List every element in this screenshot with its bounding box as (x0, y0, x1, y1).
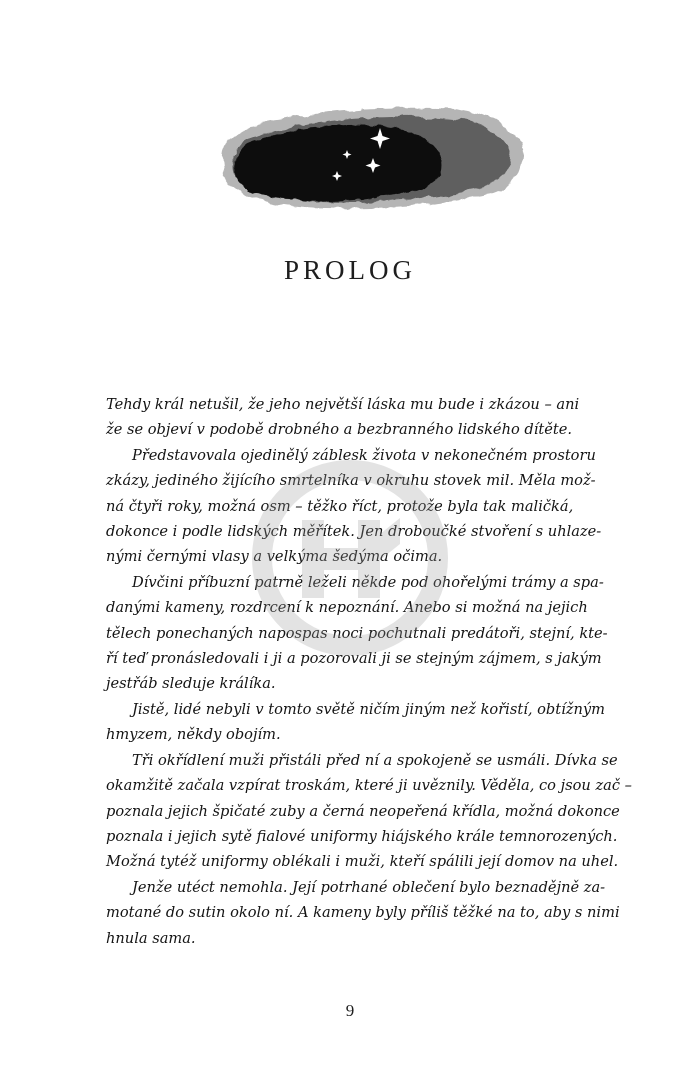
text-line: Představovala ojedinělý záblesk života v nekonečném prostoru (132, 446, 596, 464)
text-line: danými kameny, rozdrcení k nepoznání. Anebo si možná na jejich (106, 599, 588, 617)
text-line: hmyzem, někdy obojím. (106, 726, 281, 744)
text-line: Tehdy král netušil, že jeho největší láska mu bude i zkázou – ani (106, 396, 580, 413)
chapter-title: PROLOG (283, 255, 416, 285)
text-line: Možná tytéž uniformy oblékali i muži, kteří spálili její domov na uhel. (106, 853, 619, 871)
paragraph (106, 392, 606, 443)
text-line: poznala i jejich sytě fialové uniformy hiájského krále temnorozených. (106, 827, 618, 845)
text-line: ří teď pronásledovali i ji a pozorovali ji se stejným zájmem, s jakým (106, 650, 602, 668)
text-line: Jistě, lidé nebyli v tomto světě ničím jiným než kořistí, obtížným (132, 700, 605, 718)
text-line: tělech ponechaných napospas noci pochutnali predátoři, stejní, kte- (106, 624, 608, 642)
paragraph (106, 570, 606, 697)
text-line: ná čtyři roky, možná osm – těžko říct, protože byla tak maličká, (106, 497, 574, 515)
chapter-body (106, 392, 632, 951)
paragraph (106, 748, 632, 875)
text-line: motané do sutin okolo ní. A kameny byly příliš těžké na to, aby s nimi (106, 904, 620, 922)
text-line: Jenže utéct nemohla. Její potrhané oblečení bylo beznadějně za- (132, 878, 606, 896)
text-line: Tři okřídlení muži přistáli před ní a spokojeně se usmáli. Dívka se (132, 751, 618, 769)
text-line: zkázy, jediného žijícího smrtelníka v okruhu stovek mil. Měla mož- (106, 472, 596, 490)
page-number: 9 (345, 1001, 355, 1020)
text-line: nými černými vlasy a velkýma šedýma očima. (106, 548, 443, 566)
paragraph (106, 443, 606, 570)
text-line: okamžitě začala vzpírat troskám, které ji uvěznily. Věděla, co jsou zač – (106, 777, 632, 795)
paragraph (106, 697, 606, 748)
text-line: Dívčini příbuzní patrně leželi někde pod ohořelými trámy a spa- (132, 573, 604, 591)
text-line: dokonce i podle lidských měřítek. Jen droboučké stvoření s uhlaze- (106, 523, 602, 541)
text-line: poznala jejich špičaté zuby a černá neopeřená křídla, možná dokonce (106, 802, 620, 820)
paragraph (106, 875, 620, 951)
ink-blot-stars-icon (210, 92, 530, 222)
text-line: hnula sama. (106, 929, 196, 947)
text-line: že se objeví v podobě drobného a bezbranného lidského dítěte. (106, 421, 573, 439)
text-line: jestřáb sleduje králíka. (106, 675, 276, 693)
